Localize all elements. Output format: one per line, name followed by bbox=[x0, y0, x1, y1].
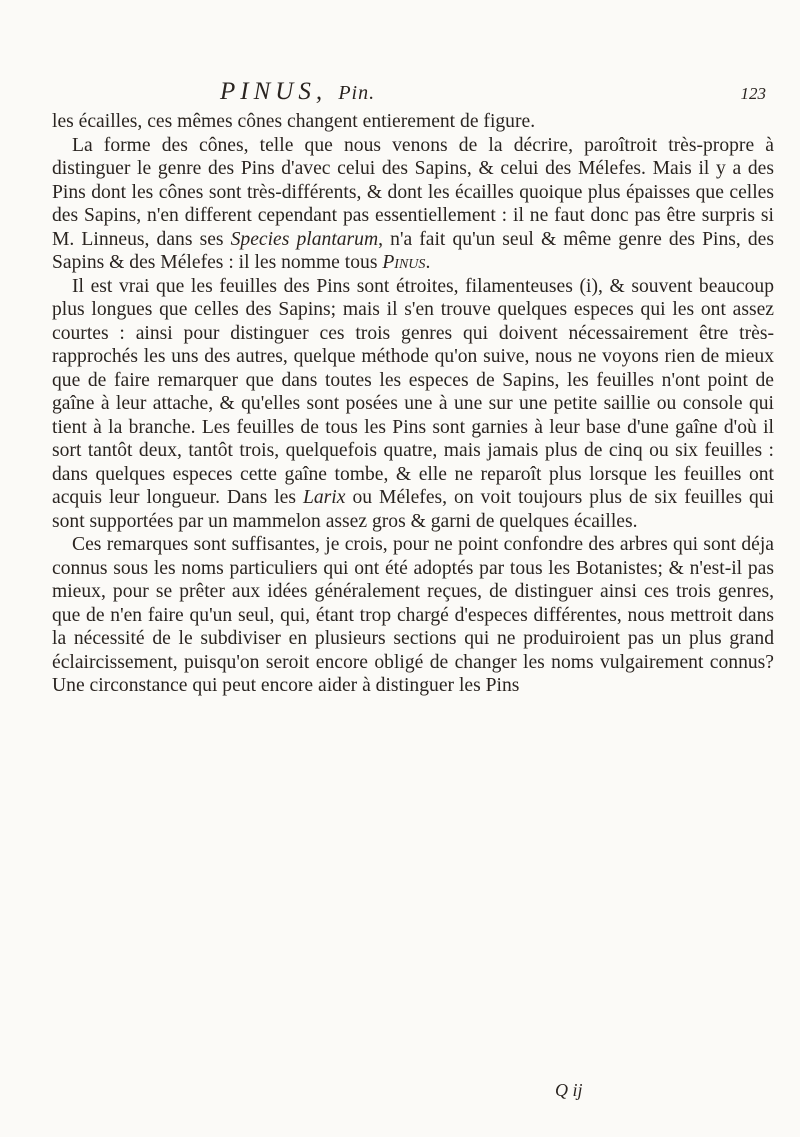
smallcaps-run: Pinus bbox=[382, 252, 426, 273]
paragraph bbox=[52, 134, 774, 275]
page-number: 123 bbox=[740, 84, 766, 103]
text-run: . bbox=[425, 252, 431, 273]
text-run: , n'a fait qu'un seul & même genre des Pins, des Sapins & des Mélefes : il les nomme tous bbox=[52, 228, 774, 273]
running-title-main: PINUS, bbox=[220, 78, 328, 105]
text-run: Ces remarques sont suffisantes, je crois, pour ne point confondre des arbres qui sont déja connus sous les noms particuliers qui ont été adoptés par tous les Botanistes; & n'est-il pas mieux, pour se prêter aux idées généralement reçues, de distinguer ainsi ces trois genres, que de n'en faire qu'un seul, qui, étant trop chargé d'especes différentes, nous mettroit dans la nécessité de le subdiviser en plusieurs sections qui ne produiroient pas un plus grand éclaircissement, puisqu'on seroit encore obligé de changer les noms vulgairement connus? Une circonstance qui peut encore aider à distinguer les Pins bbox=[52, 534, 774, 696]
italic-run: Species plantarum bbox=[230, 228, 379, 250]
body-text bbox=[52, 110, 774, 698]
text-run: La forme des cônes, telle que nous venons de la décrire, paroîtroit très-propre à distinguer le genre des Pins d'avec celui des Sapins, & celui des Mélefes. Mais il y a des Pins dont les cônes sont très-différents, & dont les écailles quoique plus épaisses que celles des Sapins, n'en different cependant pas essentiellement : il ne faut donc pas être surpris si M. Linneus, dans ses bbox=[52, 134, 774, 250]
text-run: Il est vrai que les feuilles des Pins sont étroites, filamenteuses (i), & souvent beaucoup plus longues que celles des Sapins; mais il s'en trouve quelques especes qui les ont assez courtes : ainsi pour distinguer ces trois genres qui doivent nécessairement être très-rapprochés les uns des autres, quelque méthode qu'on suive, nous ne voyons rien de mieux que de faire remarquer que dans toutes les especes de Sapins, les feuilles n'ont point de gaîne à leur attache, & qu'elles sont posées une à une sur une petite saillie ou console qui tient à la branche. Les feuilles de tous les Pins sont garnies à leur base d'une gaîne d'où il sort tantôt deux, tantôt trois, quelquefois quatre, mais jamais plus de cinq ou six feuilles : dans quelques especes cette gaîne tombe, & elle ne reparoît plus lorsque les feuilles ont acquis leur longueur. Dans les bbox=[52, 275, 774, 508]
running-title bbox=[220, 78, 375, 106]
paragraph bbox=[52, 275, 774, 534]
running-title-sub: Pin. bbox=[338, 82, 376, 104]
text-run: les écailles, ces mêmes cônes changent entierement de figure. bbox=[52, 111, 536, 132]
paragraph bbox=[52, 110, 774, 134]
paragraph bbox=[52, 533, 774, 698]
running-head bbox=[52, 78, 770, 112]
italic-run: Larix bbox=[302, 487, 346, 508]
signature-mark: Q ij bbox=[555, 1080, 583, 1100]
text-run: ou Mélefes, on voit toujours plus de six feuilles qui sont supportées par un mammelon assez gros & garni de quelques écailles. bbox=[52, 487, 774, 532]
